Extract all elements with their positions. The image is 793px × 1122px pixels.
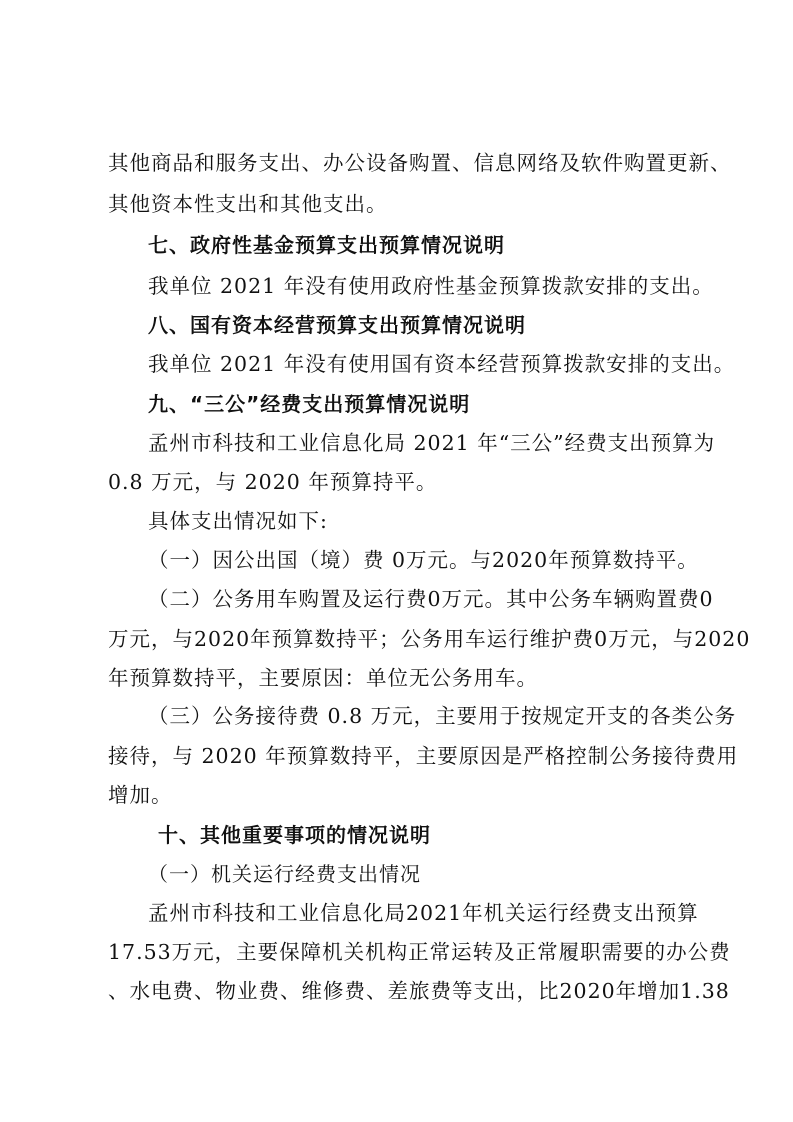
section-heading-10: 十、其他重要事项的情况说明 (158, 823, 431, 847)
subsection-heading: （一）机关运行经费支出情况 (148, 862, 421, 886)
body-text-line: 其他商品和服务支出、办公设备购置、信息网络及软件购置更新、 (108, 151, 732, 175)
body-text-line: 0.8 万元，与 2020 年预算持平。 (108, 470, 438, 494)
body-text-line: （一）因公出国（境）费 0万元。与2020年预算数持平。 (148, 548, 699, 572)
body-text-line: 万元，与2020年预算数持平；公务用车运行维护费0万元，与2020 (108, 627, 751, 651)
body-text-line: 增加。 (108, 783, 173, 807)
body-text-line: （二）公务用车购置及运行费0万元。其中公务车辆购置费0 (148, 587, 714, 611)
body-text-line: 、水电费、物业费、维修费、差旅费等支出，比2020年增加1.38 (108, 979, 730, 1003)
body-text-line: 17.53万元，主要保障机关机构正常运转及正常履职需要的办公费 (108, 940, 731, 964)
section-heading-7: 七、政府性基金预算支出预算情况说明 (148, 233, 505, 257)
body-text-line: 孟州市科技和工业信息化局2021年机关运行经费支出预算 (148, 901, 699, 925)
body-text-line: 我单位 2021 年没有使用国有资本经营预算拨款安排的支出。 (148, 352, 736, 376)
body-text-line: 具体支出情况如下: (148, 509, 328, 533)
body-text-line: （三）公务接待费 0.8 万元，主要用于按规定开支的各类公务 (148, 704, 737, 728)
section-heading-8: 八、国有资本经营预算支出预算情况说明 (148, 313, 526, 337)
section-heading-9: 九、“三公”经费支出预算情况说明 (148, 392, 471, 416)
body-text-line: 孟州市科技和工业信息化局 2021 年“三公”经费支出预算为 (148, 431, 716, 455)
body-text-line: 我单位 2021 年没有使用政府性基金预算拨款安排的支出。 (148, 274, 714, 298)
body-text-line: 年预算数持平，主要原因：单位无公务用车。 (108, 666, 538, 690)
body-text-line: 其他资本性支出和其他支出。 (108, 192, 388, 216)
body-text-line: 接待，与 2020 年预算数持平，主要原因是严格控制公务接待费用 (108, 744, 739, 768)
